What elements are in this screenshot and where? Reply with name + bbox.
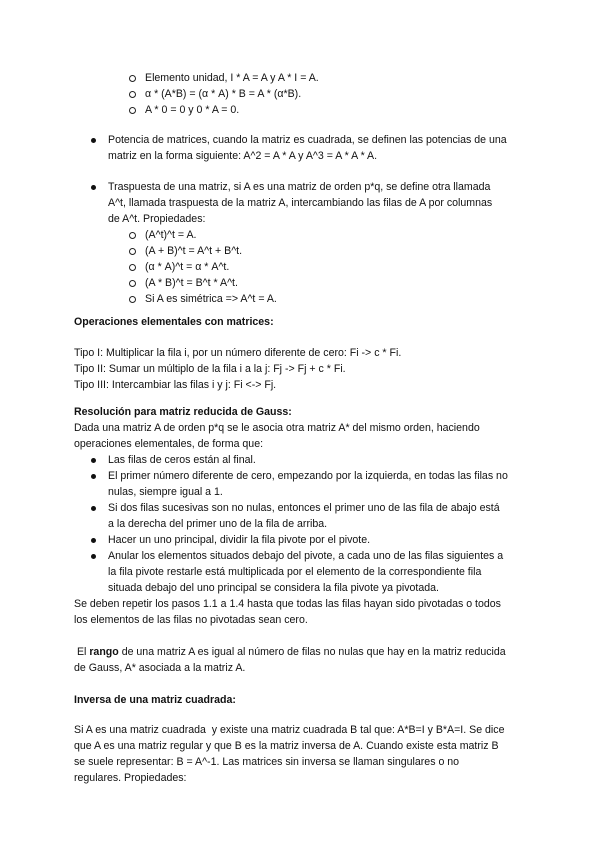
- circle-bullet-icon: [129, 280, 136, 287]
- list-item: A^t, llamada traspuesta de la matriz A, intercambiando las filas de A por columnas: [108, 197, 493, 209]
- list-item: situada debajo del uno principal se considera la fila pivote ya pivotada.: [108, 582, 439, 594]
- bullet-icon: [91, 506, 96, 511]
- list-item: (A + B)^t = A^t + B^t.: [145, 245, 243, 257]
- list-item: (A^t)^t = A.: [145, 229, 197, 241]
- list-item: la fila pivote restarle está multiplicada por el elemento de la correspondiente fila: [108, 566, 482, 578]
- section-heading: Inversa de una matriz cuadrada:: [74, 694, 236, 706]
- list-item: Elemento unidad, I * A = A y A * I = A.: [145, 72, 319, 84]
- circle-bullet-icon: [129, 91, 136, 98]
- circle-bullet-icon: [129, 75, 136, 82]
- list-item: El primer número diferente de cero, empezando por la izquierda, en todas las filas no: [108, 470, 508, 482]
- list-item: A * 0 = 0 y 0 * A = 0.: [145, 104, 240, 116]
- list-item: matriz en la forma siguiente: A^2 = A * A y A^3 = A * A * A.: [108, 150, 378, 162]
- paragraph-line: [74, 644, 506, 660]
- paragraph-line: Dada una matriz A de orden p*q se le asocia otra matriz A* del mismo orden, haciendo: [74, 422, 480, 434]
- bullet-icon: [91, 138, 96, 143]
- list-item: Traspuesta de una matriz, si A es una matriz de orden p*q, se define otra llamada: [108, 181, 491, 193]
- paragraph-line: se suele representar: B = A^-1. Las matrices sin inversa se llaman singulares o no: [74, 756, 460, 768]
- list-item: a la derecha del primer uno de la fila de arriba.: [108, 518, 328, 530]
- list-item: nulas, siempre igual a 1.: [108, 486, 223, 498]
- list-item: α * (A*B) = (α * A) * B = A * (α*B).: [145, 88, 302, 100]
- paragraph-line: operaciones elementales, de forma que:: [74, 438, 264, 450]
- paragraph-line: los elementos de las filas no pivotadas sean cero.: [74, 614, 308, 626]
- circle-bullet-icon: [129, 296, 136, 303]
- paragraph-line: que A es una matriz regular y que B es la matriz inversa de A. Cuando existe esta matriz B: [74, 740, 499, 752]
- circle-bullet-icon: [129, 264, 136, 271]
- list-item: Si dos filas sucesivas son no nulas, entonces el primer uno de las fila de abajo está: [108, 502, 500, 514]
- bullet-icon: [91, 474, 96, 479]
- circle-bullet-icon: [129, 248, 136, 255]
- bullet-icon: [91, 458, 96, 463]
- list-item: (α * A)^t = α * A^t.: [145, 261, 230, 273]
- circle-bullet-icon: [129, 107, 136, 114]
- paragraph-line: regulares. Propiedades:: [74, 772, 187, 784]
- list-item: Anular los elementos situados debajo del pivote, a cada uno de las filas siguientes a: [108, 550, 504, 562]
- list-item: Si A es simétrica => A^t = A.: [145, 293, 277, 305]
- section-heading: Resolución para matriz reducida de Gauss:: [74, 406, 292, 418]
- rango-term: rango: [89, 646, 119, 658]
- circle-bullet-icon: [129, 232, 136, 239]
- bullet-icon: [91, 185, 96, 190]
- paragraph-line: de Gauss, A* asociada a la matriz A.: [74, 662, 246, 674]
- bullet-icon: [91, 538, 96, 543]
- list-item: Hacer un uno principal, dividir la fila pivote por el pivote.: [108, 534, 371, 546]
- list-item: (A * B)^t = B^t * A^t.: [145, 277, 238, 289]
- paragraph-line: Si A es una matriz cuadrada y existe una matriz cuadrada B tal que: A*B=I y B*A=I. Se dice: [74, 724, 505, 736]
- rango-post: de una matriz A es igual al número de filas no nulas que hay en la matriz reducida: [118, 646, 506, 658]
- section-heading: Operaciones elementales con matrices:: [74, 316, 274, 328]
- paragraph-line: Se deben repetir los pasos 1.1 a 1.4 hasta que todas las filas hayan sido pivotadas o todos: [74, 598, 501, 610]
- list-item: Potencia de matrices, cuando la matriz es cuadrada, se definen las potencias de una: [108, 134, 507, 146]
- list-item: Las filas de ceros están al final.: [108, 454, 256, 466]
- rango-pre: El: [74, 646, 90, 658]
- paragraph-line: Tipo III: Intercambiar las filas i y j: Fi <-> Fj.: [74, 379, 277, 391]
- bullet-icon: [91, 554, 96, 559]
- list-item: de A^t. Propiedades:: [108, 213, 206, 225]
- paragraph-line: Tipo II: Sumar un múltiplo de la fila i a la j: Fj -> Fj + c * Fi.: [74, 363, 346, 375]
- paragraph-line: Tipo I: Multiplicar la fila i, por un número diferente de cero: Fi -> c * Fi.: [74, 347, 402, 359]
